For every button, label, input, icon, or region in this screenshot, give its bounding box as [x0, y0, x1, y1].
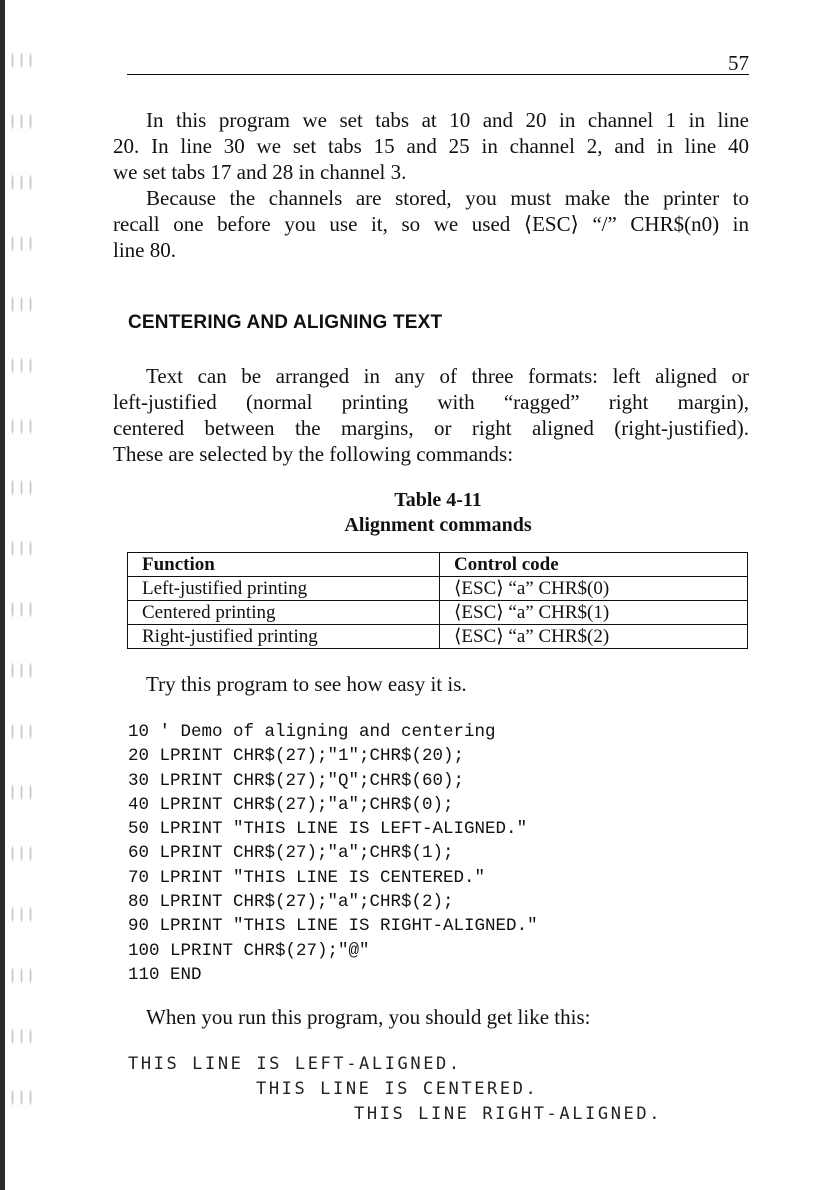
table-cell-function: Left-justified printing — [128, 577, 440, 601]
channels-paragraph — [113, 185, 749, 263]
code-line: 40 LPRINT CHR$(27);"a";CHR$(0); — [128, 794, 454, 815]
table-row — [128, 625, 748, 649]
printer-output — [128, 1052, 662, 1127]
text-line: we set tabs 17 and 28 in channel 3. — [113, 160, 407, 184]
code-line: 30 LPRINT CHR$(27);"Q";CHR$(60); — [128, 770, 465, 791]
text-line: recall one before you use it, so we used ⟨ESC⟩ “/” CHR$(n0) in — [113, 212, 749, 236]
column-header-control-code: Control code — [440, 553, 748, 577]
code-line: 60 LPRINT CHR$(27);"a";CHR$(1); — [128, 843, 454, 864]
code-line: 110 END — [128, 964, 202, 985]
table-caption-title: Alignment commands — [344, 514, 532, 536]
code-line: 10 ' Demo of aligning and centering — [128, 722, 496, 742]
table-header-row — [128, 553, 748, 577]
text-line: Text can be arranged in any of three formats: left aligned or — [146, 364, 749, 388]
alignment-paragraph — [113, 363, 749, 467]
section-heading: CENTERING AND ALIGNING TEXT — [128, 312, 443, 333]
header-rule — [127, 74, 749, 75]
table-cell-function: Centered printing — [128, 601, 440, 625]
program-listing — [128, 720, 538, 987]
table-caption-number: Table 4-11 — [394, 489, 482, 511]
alignment-commands-table — [127, 552, 748, 649]
column-header-function: Function — [128, 553, 440, 577]
output-line-centered: THIS LINE IS CENTERED. — [256, 1079, 539, 1099]
table-row — [128, 601, 748, 625]
code-line: 50 LPRINT "THIS LINE IS LEFT-ALIGNED." — [128, 819, 528, 840]
run-paragraph — [113, 1004, 749, 1030]
text-line: Because the channels are stored, you must make the printer to — [146, 186, 749, 210]
page-number: 57 — [728, 51, 749, 75]
scan-speckles — [8, 30, 38, 1130]
text-line: When you run this program, you should get like this: — [146, 1005, 591, 1029]
code-line: 80 LPRINT CHR$(27);"a";CHR$(2); — [128, 892, 454, 913]
text-line: These are selected by the following commands: — [113, 442, 514, 466]
table-cell-code: ⟨ESC⟩ “a” CHR$(1) — [440, 601, 748, 625]
output-line-left: THIS LINE IS LEFT-ALIGNED. — [128, 1054, 462, 1074]
code-line: 90 LPRINT "THIS LINE IS RIGHT-ALIGNED." — [128, 916, 538, 937]
code-line: 70 LPRINT "THIS LINE IS CENTERED." — [128, 867, 486, 888]
text-line: Try this program to see how easy it is. — [146, 672, 467, 696]
table-cell-code: ⟨ESC⟩ “a” CHR$(2) — [440, 625, 748, 649]
try-paragraph — [113, 671, 749, 697]
table-cell-code: ⟨ESC⟩ “a” CHR$(0) — [440, 577, 748, 601]
text-line: line 80. — [113, 238, 176, 262]
code-line: 20 LPRINT CHR$(27);"1";CHR$(20); — [128, 746, 465, 767]
text-line: left-justified (normal printing with “ragged” right margin), — [113, 390, 749, 414]
intro-paragraph — [113, 107, 749, 185]
text-line: centered between the margins, or right aligned (right-justified). — [113, 416, 749, 440]
table-row — [128, 577, 748, 601]
code-line: 100 LPRINT CHR$(27);"@" — [128, 940, 370, 961]
output-line-right: THIS LINE RIGHT-ALIGNED. — [354, 1104, 663, 1124]
table-cell-function: Right-justified printing — [128, 625, 440, 649]
page-edge — [0, 0, 5, 1190]
text-line: 20. In line 30 we set tabs 15 and 25 in channel 2, and in line 40 — [113, 134, 749, 158]
text-line: In this program we set tabs at 10 and 20 in channel 1 in line — [146, 108, 749, 132]
